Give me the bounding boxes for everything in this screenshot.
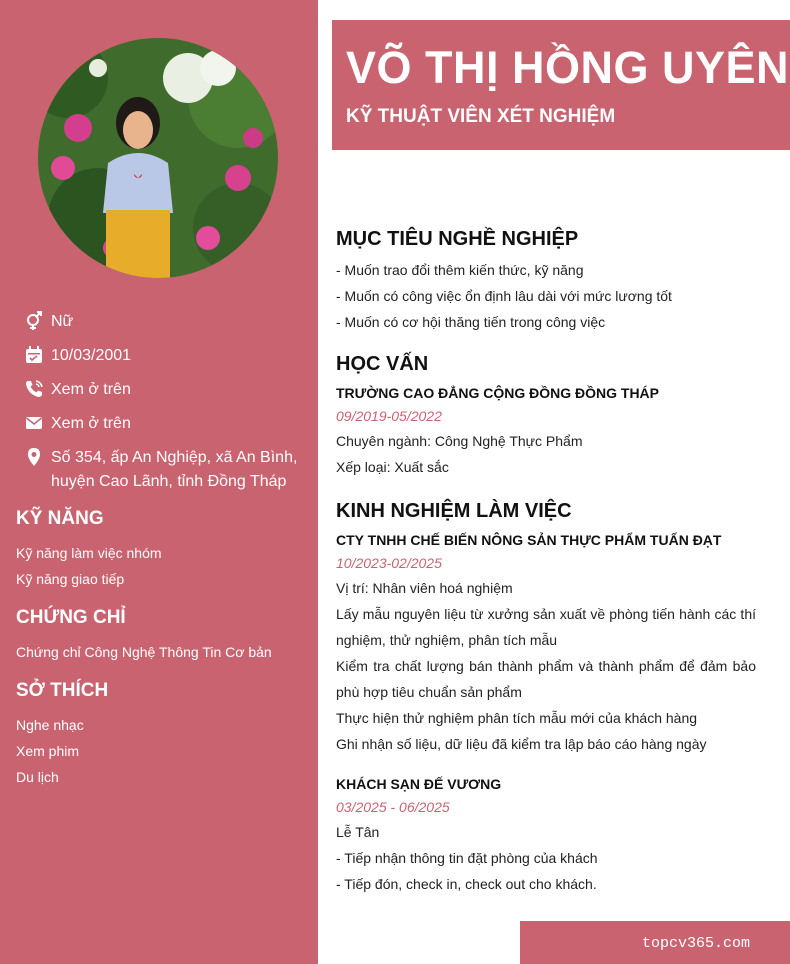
calendar-icon [24,345,44,365]
certificate-item: Chứng chỉ Công Nghệ Thông Tin Cơ bản [16,644,272,660]
education-line: Chuyên ngành: Công Nghệ Thực Phẩm [336,433,583,449]
gender-text: Nữ [51,313,74,330]
sidebar [0,0,318,964]
phone-icon [24,379,44,399]
experience-section [336,500,756,897]
objective-line: - Muốn có công việc ổn định lâu dài với mức lương tốt [336,288,672,304]
skills-heading: KỸ NĂNG [16,508,104,529]
hobbies-heading: SỞ THÍCH [16,680,109,701]
skill-item: Kỹ năng giao tiếp [16,571,125,587]
profile-photo [38,38,278,278]
footer-brand-bar [520,921,790,964]
contact-phone [24,378,304,402]
experience-heading: KINH NGHIỆM LÀM VIỆC [336,500,572,522]
job-line: Lấy mẫu nguyên liệu từ xưởng sản xuất về phòng tiến hành các thí nghiệm, thử nghiệm, phân tích mẫu [336,606,756,648]
job-line: Thực hiện thử nghiệm phân tích mẫu mới của khách hàng [336,710,698,726]
birthday-text: 10/03/2001 [51,347,132,364]
contact-birthday [24,344,304,368]
job-line: - Tiếp đón, check in, check out cho khách. [336,876,597,892]
contact-info [24,310,304,504]
brand-watermark: topcv365.com [641,935,750,952]
name-header [332,20,790,150]
job-date: 03/2025 - 06/2025 [336,799,450,815]
full-name: VÕ THỊ HỒNG UYÊN [346,42,790,93]
school-name: TRƯỜNG CAO ĐẲNG CỘNG ĐỒNG ĐỒNG THÁP [336,385,659,401]
certificates-heading: CHỨNG CHỈ [16,607,126,628]
hobby-item: Du lịch [16,769,59,785]
job-line: Vị trí: Nhân viên hoá nghiệm [336,580,513,596]
objective-line: - Muốn trao đổi thêm kiến thức, kỹ năng [336,262,584,278]
company-name: CTY TNHH CHẾ BIẾN NÔNG SẢN THỰC PHẨM TUẤN ĐẠT [336,532,722,548]
hobbies-section [16,680,306,790]
hobby-item: Xem phim [16,743,80,759]
job-line: Kiểm tra chất lượng bán thành phẩm và thành phẩm để đảm bảo phù hợp tiêu chuẩn sản phẩm [336,658,756,700]
contact-gender [24,310,304,334]
education-heading: HỌC VẤN [336,353,429,375]
job-line: Lễ Tân [336,824,380,840]
hobby-item: Nghe nhạc [16,717,84,733]
objective-heading: MỤC TIÊU NGHỀ NGHIỆP [336,228,579,250]
job-entry [336,773,756,897]
company-name: KHÁCH SẠN ĐẾ VƯƠNG [336,776,502,792]
education-section [336,353,756,480]
education-date: 09/2019-05/2022 [336,408,442,424]
job-line: Ghi nhận số liệu, dữ liệu đã kiểm tra lập báo cáo hàng ngày [336,736,707,752]
job-title: KỸ THUẬT VIÊN XÉT NGHIỆM [346,106,616,127]
email-text: Xem ở trên [51,415,131,432]
contact-address [24,446,304,494]
job-date: 10/2023-02/2025 [336,555,442,571]
address-text: Số 354, ấp An Nghiệp, xã An Bình, huyện Cao Lãnh, tỉnh Đồng Tháp [51,449,298,490]
skill-item: Kỹ năng làm việc nhóm [16,545,162,561]
contact-email [24,412,304,436]
objective-section [336,228,756,335]
avatar [38,38,278,278]
gender-icon [24,311,44,331]
phone-text: Xem ở trên [51,381,131,398]
mail-icon [24,413,44,433]
job-entry [336,529,756,757]
education-line: Xếp loại: Xuất sắc [336,459,449,475]
skills-section [16,508,306,592]
location-pin-icon [24,447,44,467]
certificates-section [16,607,306,665]
job-line: - Tiếp nhận thông tin đặt phòng của khách [336,850,598,866]
objective-line: - Muốn có cơ hội thăng tiến trong công việc [336,314,606,330]
